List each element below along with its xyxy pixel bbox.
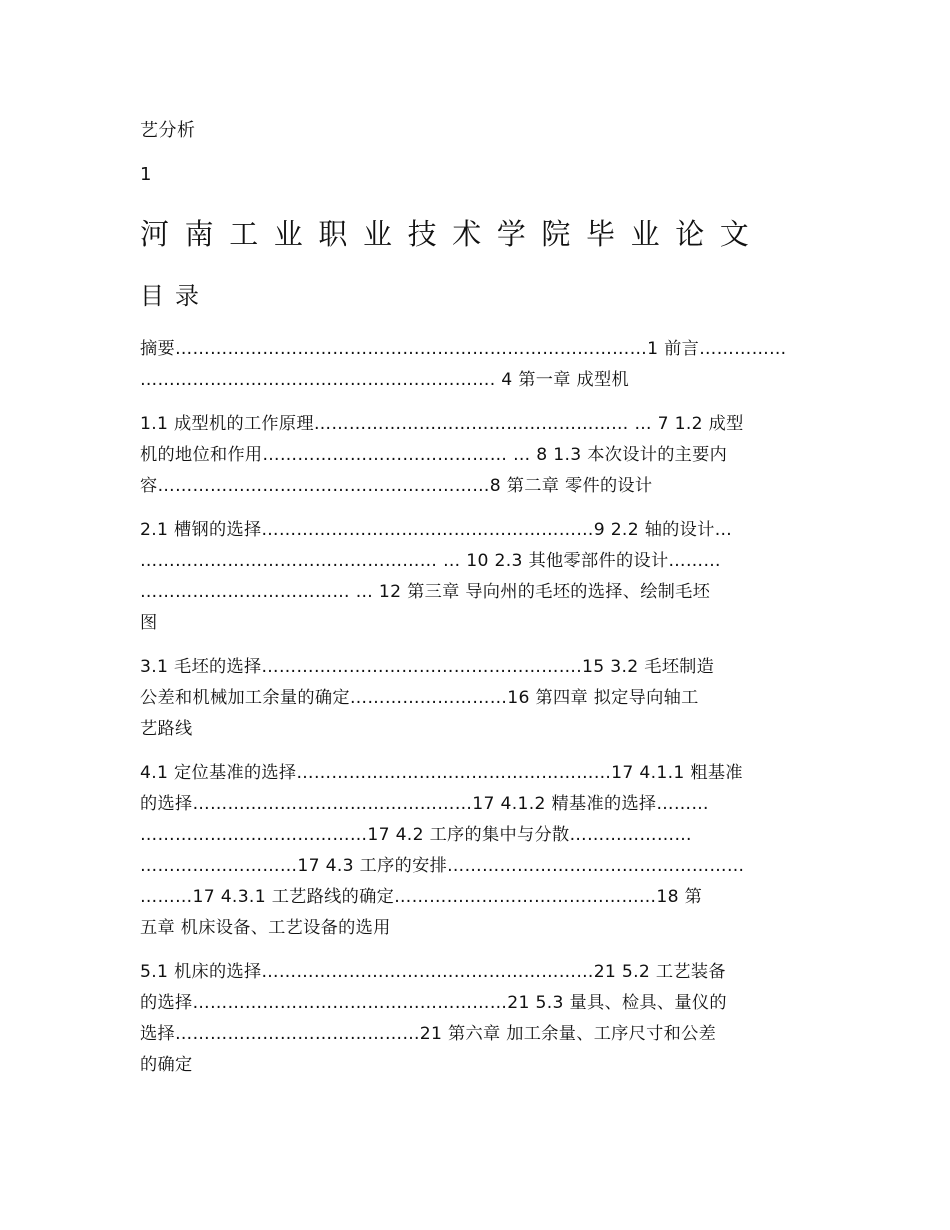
toc-paragraph-2: 1.1 成型机的工作原理……………………………………………… … 7 1.2 成型 机的地位和作用…………………………………… … 8 1.3 本次设计的主要内 容…………………………………………………8 第二章 零件的设计 xyxy=(140,414,744,496)
table-of-contents xyxy=(140,334,812,1094)
previous-page-fragment: 艺分析 xyxy=(140,120,196,141)
toc-paragraph-6: 5.1 机床的选择…………………………………………………21 5.2 工艺装备 的选择………………………………………………21 5.3 量具、检具、量仪的 选择……………………………………21 第六章 加工余量、工序尺寸和公差 的确定 xyxy=(140,962,727,1075)
toc-paragraph-4: 3.1 毛坯的选择……………………………………………….15 3.2 毛坯制造 公差和机械加工余量的确定………………………16 第四章 拟定导向轴工 艺路线 xyxy=(140,657,715,739)
page-number: 1 xyxy=(140,164,152,185)
toc-heading: 目录 xyxy=(140,282,210,310)
toc-paragraph-3: 2.1 槽钢的选择…………………………………………………9 2.2 轴的设计… …………………………………………… … 10 2.3 其他零部件的设计……… ……………………………… … 12 第三章 导向州的毛坯的选择、绘制毛坯 图 xyxy=(140,520,733,633)
document-title: 河南工业职业技术学院毕业论文 xyxy=(140,217,765,251)
toc-paragraph-5: 4.1 定位基准的选择………………………………………………17 4.1.1 粗基准 的选择…………………………………………17 4.1.2 精基准的选择……… …………………………………17 4.2 工序的集中与分散………………… ………………………17 4.3 工序的安排…………………………………………… ………17 4.3.1 工艺路线的确定………………………………………18 第 五章 机床设备、工艺设备的选用 xyxy=(140,763,745,938)
toc-paragraph-1: 摘要………………………………………………………………………1 前言…………… ……………………………………………………. 4 第一章 成型机 xyxy=(140,339,787,390)
